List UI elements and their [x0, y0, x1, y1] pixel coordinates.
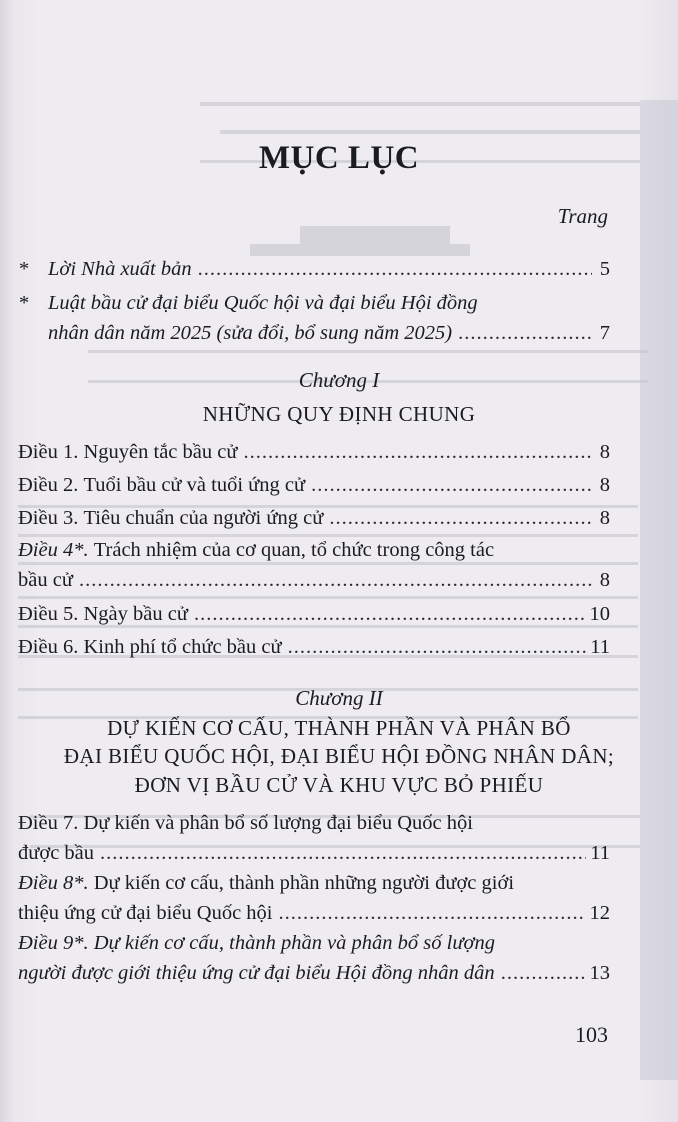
chapter-2-label: Chương II — [295, 686, 383, 710]
chapter-1-label: Chương I — [298, 368, 380, 392]
toc-page-number: 13 — [589, 962, 610, 984]
toc-entry-text: Luật bầu cử đại biểu Quốc hội và đại biểu Hội đồng — [48, 292, 478, 314]
dot-leader — [501, 958, 586, 988]
toc-entry-text: Lời Nhà xuất bản — [48, 258, 192, 280]
toc-entry-text: nhân dân năm 2025 (sửa đổi, bổ sung năm 2025) — [48, 322, 453, 344]
toc-entry-article-8[interactable] — [18, 868, 610, 928]
toc-entry-text: thiệu ứng cử đại biểu Quốc hội — [18, 902, 273, 924]
toc-page-number: 8 — [599, 474, 610, 496]
dot-leader — [458, 318, 592, 348]
article-label: Điều 6. — [18, 636, 79, 658]
article-label: Điều 3. — [18, 507, 79, 529]
toc-entry-article-7[interactable] — [18, 808, 610, 868]
dot-leader — [198, 254, 592, 284]
article-label: Điều 2. — [18, 474, 79, 496]
toc-entry-text: Tuổi bầu cử và tuổi ứng cử — [83, 474, 306, 496]
chapter-2-heading-line-2: ĐẠI BIỂU QUỐC HỘI, ĐẠI BIỂU HỘI ĐỒNG NHÂN DÂN; — [63, 744, 615, 768]
toc-entry-article-4[interactable] — [18, 535, 610, 595]
toc-entry-text: Dự kiến cơ cấu, thành phần và phân bổ số lượng — [93, 932, 495, 954]
chapter-2-heading-line-1: DỰ KIẾN CƠ CẤU, THÀNH PHẦN VÀ PHÂN BỔ — [107, 716, 571, 740]
toc-entry-text: Dự kiến và phân bổ số lượng đại biểu Quốc hội — [83, 812, 473, 834]
chapter-2-heading-line-3: ĐƠN VỊ BẦU CỬ VÀ KHU VỰC BỎ PHIẾU — [134, 773, 544, 797]
page-title: MỤC LỤC — [258, 140, 420, 176]
article-label: Điều 1. — [18, 441, 79, 463]
toc-entry-text: Nguyên tắc bầu cử — [83, 441, 238, 463]
article-label: Điều 9*. — [18, 932, 89, 954]
toc-entry-article-6[interactable] — [18, 632, 610, 662]
toc-page-number: 8 — [599, 507, 610, 529]
toc-entry-text: Tiêu chuẩn của người ứng cử — [83, 507, 324, 529]
dot-leader — [288, 632, 587, 662]
article-label: Điều 7. — [18, 812, 79, 834]
article-label: Điều 4*. — [18, 539, 89, 561]
toc-entry-text: người được giới thiệu ứng cử đại biểu Hội đồng nhân dân — [18, 962, 495, 984]
dot-leader — [243, 437, 592, 467]
page-number: 103 — [575, 1022, 608, 1047]
toc-entry-publisher-note[interactable] — [18, 254, 610, 284]
article-label: Điều 5. — [18, 603, 79, 625]
toc-page-number: 12 — [589, 902, 610, 924]
dot-leader — [329, 503, 592, 533]
toc-page-number: 5 — [599, 258, 610, 280]
dot-leader — [100, 838, 586, 868]
toc-entry-article-2[interactable] — [18, 470, 610, 500]
toc-entry-text: Dự kiến cơ cấu, thành phần những người được giới — [93, 872, 515, 894]
dot-leader — [79, 565, 592, 595]
toc-page-number: 11 — [590, 636, 610, 658]
bullet-marker: * — [18, 258, 29, 280]
toc-entry-article-9[interactable] — [18, 928, 610, 988]
toc-entry-text: được bầu — [18, 842, 95, 864]
toc-page-number: 8 — [599, 441, 610, 463]
toc-entry-text: Ngày bầu cử — [83, 603, 188, 625]
page-column-label: Trang — [557, 204, 608, 228]
toc-entry-article-3[interactable] — [18, 503, 610, 533]
chapter-1-heading: NHỮNG QUY ĐỊNH CHUNG — [202, 402, 476, 426]
toc-page-number: 10 — [589, 603, 610, 625]
toc-entry-text: Kinh phí tổ chức bầu cử — [83, 636, 282, 658]
toc-entry-law-text[interactable] — [18, 288, 610, 348]
toc-entry-text: bầu cử — [18, 569, 73, 591]
toc-entry-article-1[interactable] — [18, 437, 610, 467]
toc-page-number: 11 — [590, 842, 610, 864]
article-label: Điều 8*. — [18, 872, 89, 894]
bullet-marker: * — [18, 292, 29, 314]
dot-leader — [279, 898, 586, 928]
dot-leader — [194, 599, 586, 629]
toc-page-number: 8 — [599, 569, 610, 591]
toc-entry-text: Trách nhiệm của cơ quan, tổ chức trong công tác — [93, 539, 495, 561]
dot-leader — [311, 470, 592, 500]
toc-entry-article-5[interactable] — [18, 599, 610, 629]
toc-page-number: 7 — [599, 322, 610, 344]
